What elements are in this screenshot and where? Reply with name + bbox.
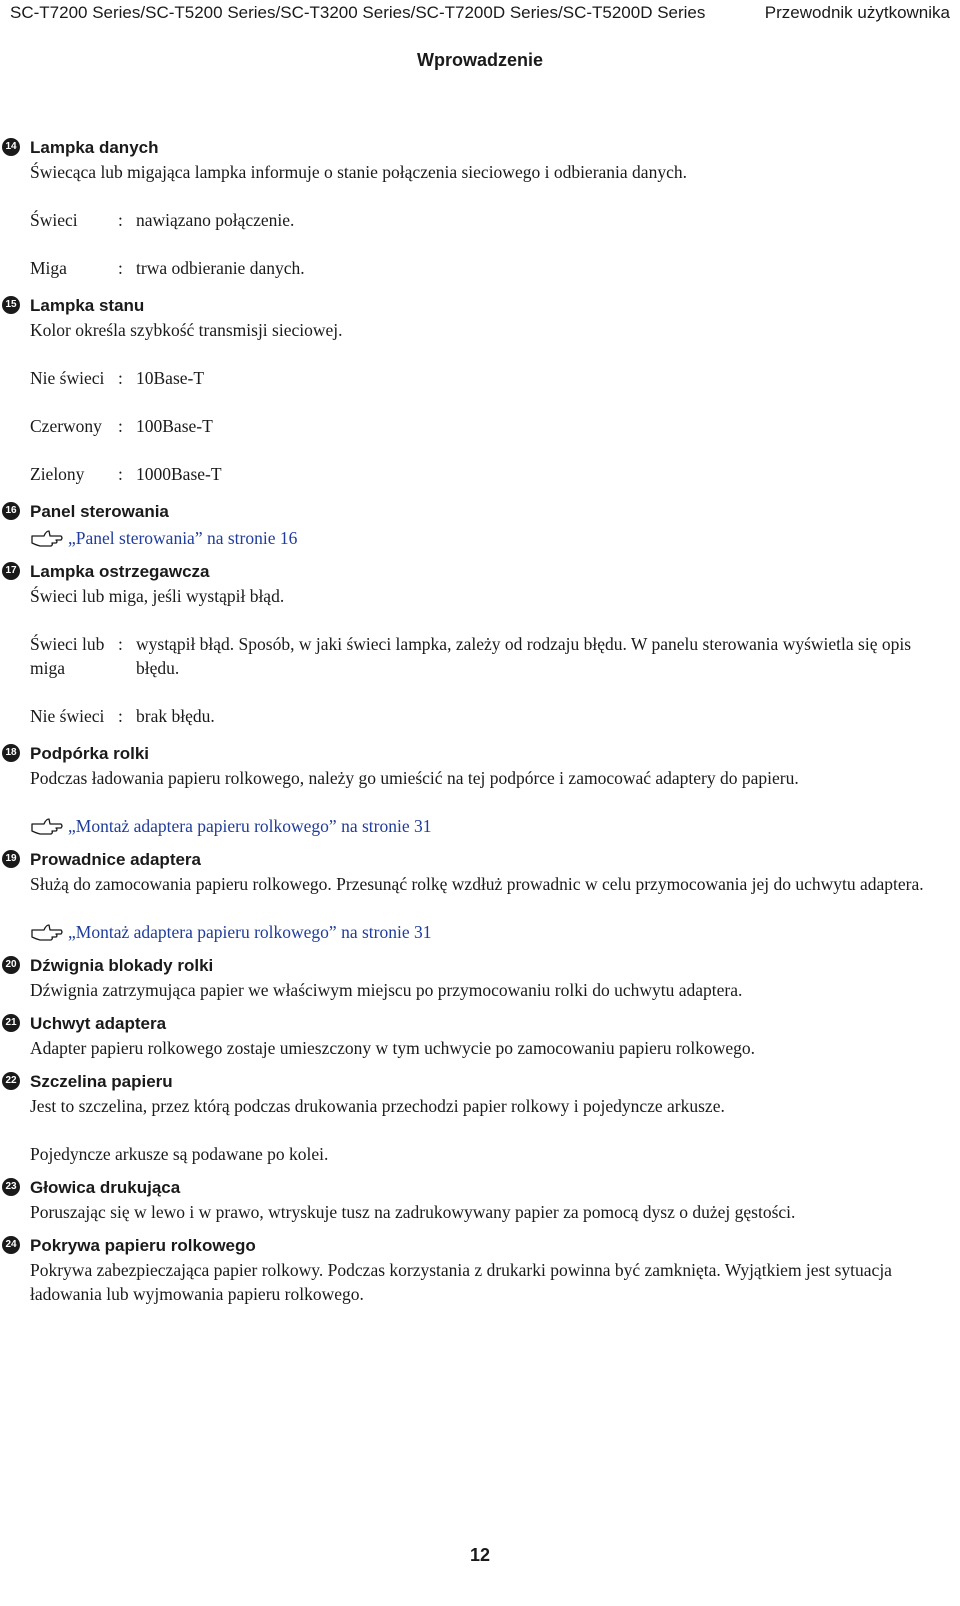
definition-table [30, 208, 940, 280]
list-item [0, 1176, 960, 1224]
definition-row [30, 256, 940, 280]
definition-colon: : [118, 210, 123, 230]
item-description-extra: Pojedyncze arkusze są podawane po kolei. [30, 1144, 329, 1164]
item-description: Służą do zamocowania papieru rolkowego. Przesunąć rolkę wzdłuż prowadnic w celu przymocowania jej do uchwytu adaptera. [30, 874, 924, 894]
definition-row [30, 366, 940, 390]
definition-term: Świeci lub miga [30, 634, 105, 678]
cross-reference-link[interactable] [30, 920, 940, 944]
circled-number-icon: 19 [2, 850, 20, 868]
item-title: Szczelina papieru [30, 1072, 173, 1091]
circled-number-icon: 23 [2, 1178, 20, 1196]
pointing-hand-icon [30, 815, 64, 837]
page-header [0, 0, 960, 26]
pointing-hand-icon [30, 527, 64, 549]
definition-term: Nie świeci [30, 368, 105, 388]
definition-colon: : [118, 258, 123, 278]
list-item [0, 560, 960, 728]
definition-colon: : [118, 368, 123, 388]
item-title: Dźwignia blokady rolki [30, 956, 214, 975]
item-title: Prowadnice adaptera [30, 850, 202, 869]
list-item [0, 848, 960, 944]
list-item [0, 1234, 960, 1306]
circled-number-icon: 21 [2, 1014, 20, 1032]
definition-table [30, 632, 940, 728]
content [0, 136, 960, 1316]
list-item [0, 1070, 960, 1166]
section-title: Wprowadzenie [416, 50, 543, 70]
definition-term: Zielony [30, 464, 85, 484]
item-description: Świecąca lub migająca lampka informuje o stanie połączenia sieciowego i odbierania danych. [30, 162, 687, 182]
definition-value: 1000Base-T [136, 464, 222, 484]
item-description: Pokrywa zabezpieczająca papier rolkowy. Podczas korzystania z drukarki powinna być zamknięta. Wyjątkiem jest sytuacja ładowania lub wyjmowania papieru rolkowego. [30, 1260, 892, 1304]
circled-number-icon: 22 [2, 1072, 20, 1090]
definition-row [30, 414, 940, 438]
circled-number-icon: 17 [2, 562, 20, 580]
circled-number-icon: 15 [2, 296, 20, 314]
item-description: Dźwignia zatrzymująca papier we właściwym miejscu po przymocowaniu rolki do uchwytu adaptera. [30, 980, 743, 1000]
circled-number-icon: 18 [2, 744, 20, 762]
link-text[interactable]: „Montaż adaptera papieru rolkowego” na stronie 31 [68, 816, 432, 836]
definition-term: Czerwony [30, 416, 102, 436]
definition-table [30, 366, 940, 486]
definition-value: brak błędu. [136, 706, 215, 726]
item-description: Adapter papieru rolkowego zostaje umieszczony w tym uchwycie po zamocowaniu papieru rolkowego. [30, 1038, 756, 1058]
circled-number-icon: 14 [2, 138, 20, 156]
item-title: Uchwyt adaptera [30, 1014, 167, 1033]
item-description: Kolor określa szybkość transmisji sieciowej. [30, 320, 343, 340]
definition-colon: : [118, 464, 123, 484]
definition-colon: : [118, 634, 123, 654]
list-item [0, 294, 960, 486]
list-item [0, 136, 960, 280]
item-description: Podczas ładowania papieru rolkowego, należy go umieścić na tej podpórce i zamocować adaptery do papieru. [30, 768, 799, 788]
list-item [0, 500, 960, 550]
definition-colon: : [118, 416, 123, 436]
header-guide-title: Przewodnik użytkownika [764, 3, 950, 22]
definition-term: Miga [30, 258, 67, 278]
pointing-hand-icon [30, 921, 64, 943]
definition-row [30, 704, 940, 728]
cross-reference-link[interactable] [30, 526, 940, 550]
definition-term: Nie świeci [30, 706, 105, 726]
item-description: Poruszając się w lewo i w prawo, wtryskuje tusz na zadrukowywany papier za pomocą dysz o dużej gęstości. [30, 1202, 796, 1222]
definition-row [30, 632, 940, 680]
item-title: Lampka danych [30, 138, 159, 157]
list-item [0, 742, 960, 838]
circled-number-icon: 16 [2, 502, 20, 520]
cross-reference-link[interactable] [30, 814, 940, 838]
circled-number-icon: 20 [2, 956, 20, 974]
circled-number-icon: 24 [2, 1236, 20, 1254]
link-text[interactable]: „Panel sterowania” na stronie 16 [68, 528, 298, 548]
link-text[interactable]: „Montaż adaptera papieru rolkowego” na stronie 31 [68, 922, 432, 942]
definition-value: wystąpił błąd. Sposób, w jaki świeci lampka, zależy od rodzaju błędu. W panelu sterowania wyświetla się opis błędu. [136, 634, 912, 678]
definition-value: trwa odbieranie danych. [136, 258, 305, 278]
definition-colon: : [118, 706, 123, 726]
page-number: 12 [469, 1545, 491, 1565]
item-description: Świeci lub miga, jeśli wystąpił błąd. [30, 586, 285, 606]
header-series: SC-T7200 Series/SC-T5200 Series/SC-T3200 Series/SC-T7200D Series/SC-T5200D Series [10, 3, 706, 22]
item-description: Jest to szczelina, przez którą podczas drukowania przechodzi papier rolkowy i pojedyncze arkusze. [30, 1096, 725, 1116]
item-title: Panel sterowania [30, 502, 169, 521]
definition-row [30, 462, 940, 486]
definition-row [30, 208, 940, 232]
list-item [0, 954, 960, 1002]
definition-term: Świeci [30, 210, 78, 230]
item-title: Podpórka rolki [30, 744, 150, 763]
definition-value: 100Base-T [136, 416, 213, 436]
item-title: Lampka stanu [30, 296, 145, 315]
list-item [0, 1012, 960, 1060]
item-title: Lampka ostrzegawcza [30, 562, 210, 581]
item-title: Pokrywa papieru rolkowego [30, 1236, 256, 1255]
item-title: Głowica drukująca [30, 1178, 181, 1197]
definition-value: 10Base-T [136, 368, 205, 388]
definition-value: nawiązano połączenie. [136, 210, 295, 230]
